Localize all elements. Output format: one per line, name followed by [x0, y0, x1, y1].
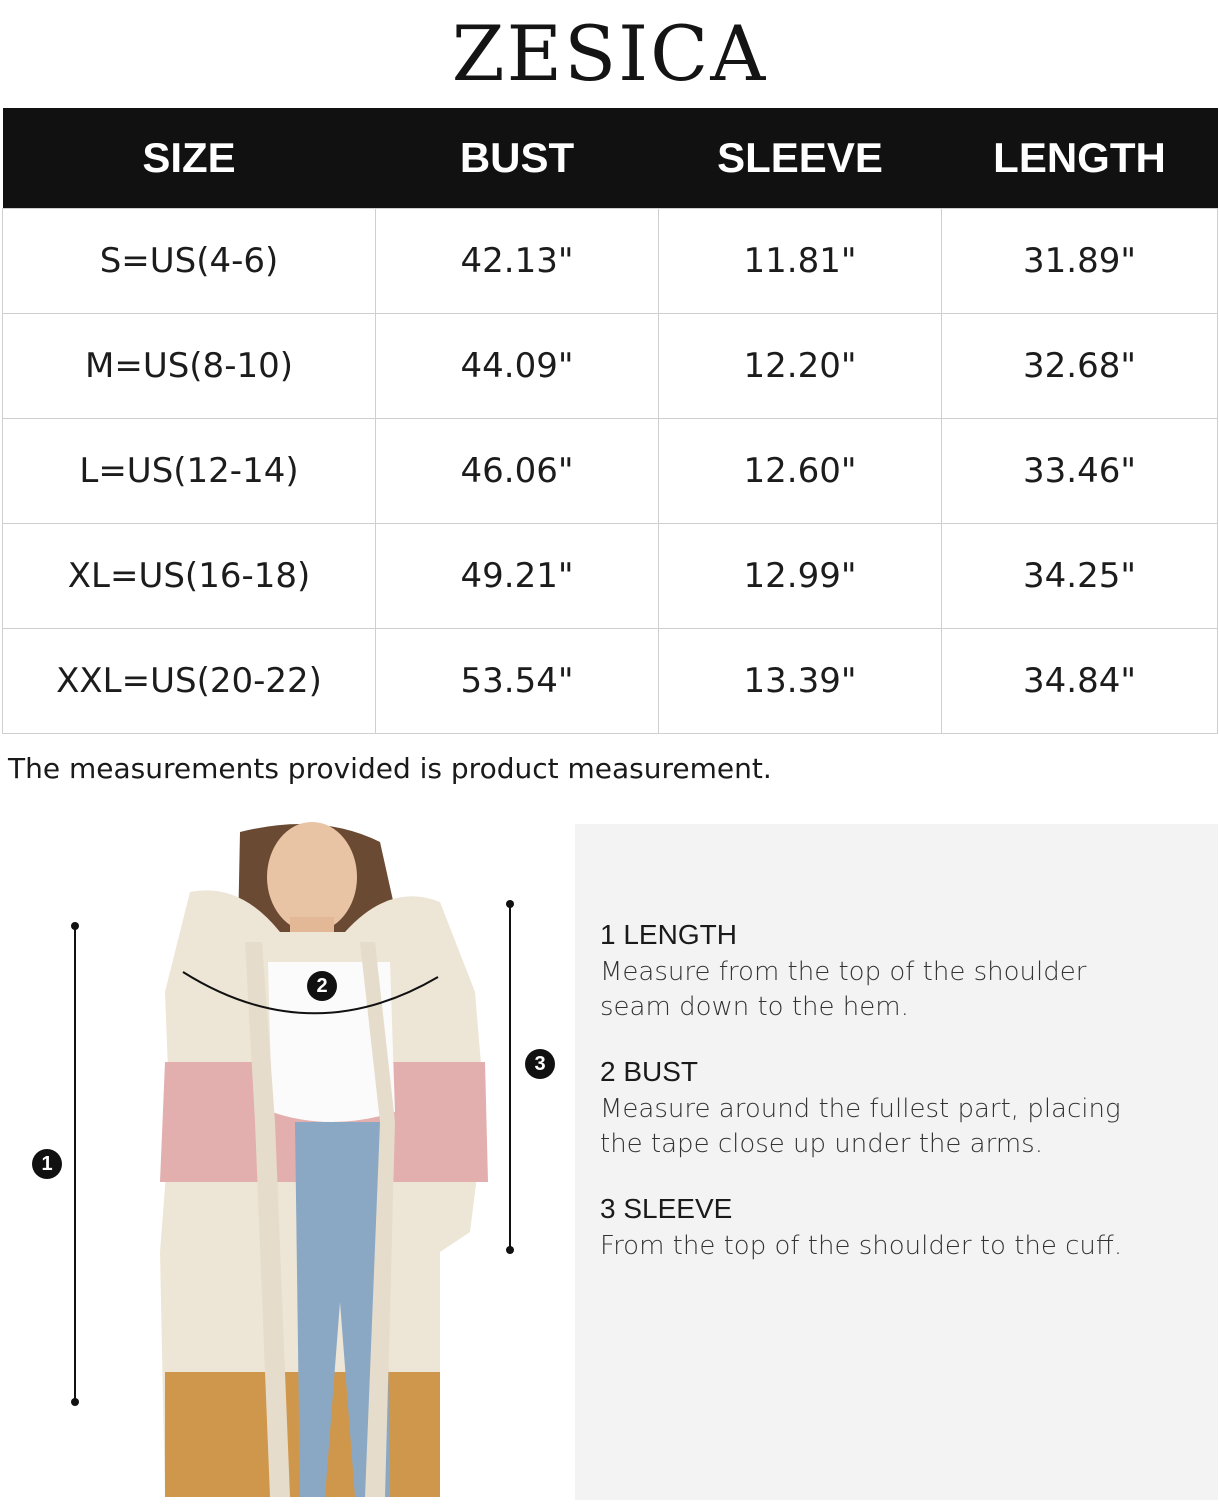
sleeve-instruction [600, 1193, 1200, 1264]
bust-instruction [600, 1056, 1200, 1162]
sleeve-cell: 12.60" [659, 419, 942, 524]
marker-length: 1 [32, 1149, 62, 1179]
marker-bust: 2 [307, 971, 337, 1001]
sleeve-desc-line-1: From the top of the shoulder to the cuff. [600, 1231, 1123, 1261]
sleeve-cell: 11.81" [659, 209, 942, 314]
header-bust: BUST [376, 108, 659, 209]
marker-sleeve: 3 [525, 1049, 555, 1079]
bust-desc-line-1: Measure around the fullest part, placing [600, 1094, 1121, 1124]
bust-cell: 44.09" [376, 314, 659, 419]
measurement-guide-panel [575, 824, 1218, 1500]
sleeve-cell: 12.99" [659, 524, 942, 629]
length-cell: 34.84" [942, 629, 1218, 734]
size-cell: XXL=US(20-22) [3, 629, 376, 734]
length-line-bottom-dot [71, 1398, 79, 1406]
table-row [3, 314, 1218, 419]
header-size: SIZE [3, 108, 376, 209]
length-desc-line-1: Measure from the top of the shoulder [600, 957, 1087, 987]
bust-title: 2 BUST [600, 1056, 699, 1087]
sleeve-cell: 12.20" [659, 314, 942, 419]
cardigan-illustration [0, 822, 575, 1500]
size-chart-table [2, 108, 1218, 734]
length-cell: 34.25" [942, 524, 1218, 629]
bust-cell: 46.06" [376, 419, 659, 524]
bust-cell: 53.54" [376, 629, 659, 734]
table-header-row [3, 108, 1218, 209]
length-instruction [600, 919, 1200, 1025]
length-line-top-dot [71, 922, 79, 930]
size-cell: XL=US(16-18) [3, 524, 376, 629]
size-cell: S=US(4-6) [3, 209, 376, 314]
table-row [3, 209, 1218, 314]
bust-cell: 42.13" [376, 209, 659, 314]
bust-desc-line-2: the tape close up under the arms. [600, 1129, 1043, 1159]
bust-cell: 49.21" [376, 524, 659, 629]
size-cell: L=US(12-14) [3, 419, 376, 524]
sleeve-cell: 13.39" [659, 629, 942, 734]
table-row [3, 629, 1218, 734]
model-photo [0, 822, 575, 1500]
length-desc-line-2: seam down to the hem. [600, 992, 909, 1022]
size-cell: M=US(8-10) [3, 314, 376, 419]
table-row [3, 419, 1218, 524]
header-sleeve: SLEEVE [659, 108, 942, 209]
length-cell: 31.89" [942, 209, 1218, 314]
table-row [3, 524, 1218, 629]
sleeve-line-bottom-dot [506, 1246, 514, 1254]
length-title: 1 LENGTH [600, 919, 737, 950]
sleeve-line-top-dot [506, 900, 514, 908]
brand-logo: ZESICA [451, 9, 768, 98]
length-cell: 32.68" [942, 314, 1218, 419]
face-shape [267, 822, 357, 932]
length-cell: 33.46" [942, 419, 1218, 524]
sleeve-title: 3 SLEEVE [600, 1193, 733, 1224]
header-length: LENGTH [942, 108, 1218, 209]
measurement-note: The measurements provided is product measurement. [8, 752, 772, 785]
